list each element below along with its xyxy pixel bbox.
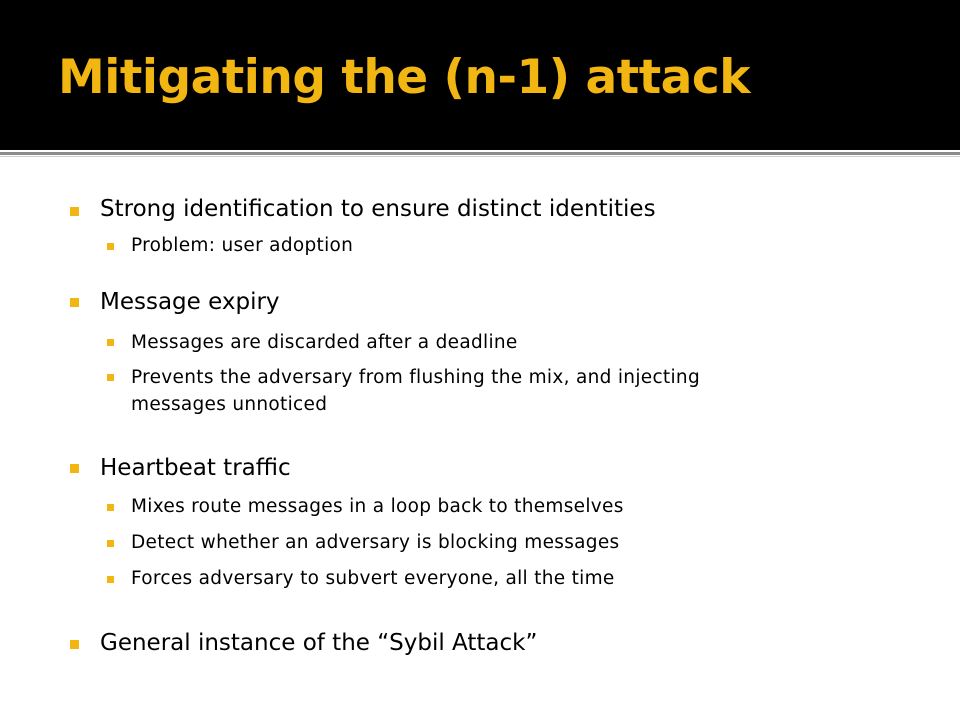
bullet-heartbeat-traffic: Heartbeat traffic bbox=[100, 455, 291, 481]
sub-bullet-square-icon bbox=[107, 243, 114, 250]
bullet-message-expiry: Message expiry bbox=[100, 289, 280, 315]
bullet-square-icon bbox=[70, 464, 79, 473]
slide-title: Mitigating the (n-1) attack bbox=[58, 50, 751, 105]
sub-bullet-prevents-adversary-continued: messages unnoticed bbox=[131, 394, 328, 415]
sub-bullet-square-icon bbox=[107, 374, 114, 381]
bullet-sybil-attack: General instance of the “Sybil Attack” bbox=[100, 630, 538, 656]
sub-bullet-messages-discarded: Messages are discarded after a deadline bbox=[131, 332, 518, 353]
sub-bullet-forces-adversary: Forces adversary to subvert everyone, all the time bbox=[131, 568, 615, 589]
bullet-square-icon bbox=[70, 298, 79, 307]
bullet-square-icon bbox=[70, 207, 79, 216]
sub-bullet-problem-user-adoption: Problem: user adoption bbox=[131, 235, 354, 256]
sub-bullet-prevents-adversary: Prevents the adversary from flushing the mix, and injecting bbox=[131, 367, 700, 388]
sub-bullet-square-icon bbox=[107, 504, 114, 511]
sub-bullet-detect-blocking: Detect whether an adversary is blocking messages bbox=[131, 532, 620, 553]
sub-bullet-square-icon bbox=[107, 339, 114, 346]
sub-bullet-square-icon bbox=[107, 540, 114, 547]
sub-bullet-square-icon bbox=[107, 576, 114, 583]
bullet-strong-identification: Strong identification to ensure distinct identities bbox=[100, 196, 656, 222]
sub-bullet-mixes-route: Mixes route messages in a loop back to themselves bbox=[131, 496, 624, 517]
bullet-square-icon bbox=[70, 640, 79, 649]
